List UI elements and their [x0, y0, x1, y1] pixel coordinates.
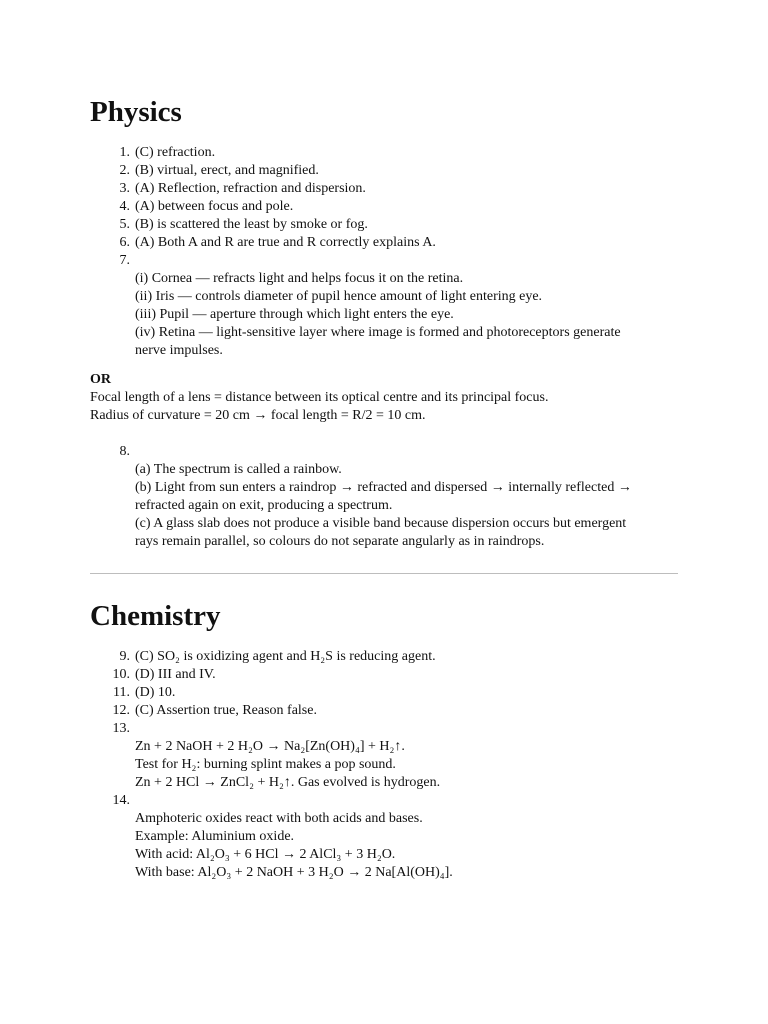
q14-line: With acid: Al₂O₃ + 6 HCl → 2 AlCl₃ + 3 H₂O.: [135, 847, 396, 862]
q8-line: (a) The spectrum is called a rainbow.: [135, 462, 342, 477]
answer-number: 2.: [119, 163, 130, 178]
physics-heading: Physics: [90, 96, 182, 128]
q13-line: Zn + 2 HCl → ZnCl₂ + H₂↑. Gas evolved is hydrogen.: [135, 775, 441, 790]
answer-text: (A) Both A and R are true and R correctly explains A.: [135, 235, 436, 250]
q13-line: Test for H₂: burning splint makes a pop sound.: [135, 757, 396, 772]
q7-line: (i) Cornea — refracts light and helps focus it on the retina.: [135, 271, 464, 286]
q8-line: (b) Light from sun enters a raindrop → refracted and dispersed → internally reflected →: [135, 480, 632, 495]
or-label: OR: [90, 372, 111, 387]
answer-item: [90, 216, 678, 234]
answer-item: [90, 792, 678, 810]
answer-text: (C) refraction.: [135, 145, 216, 160]
answer-text: (B) virtual, erect, and magnified.: [135, 163, 319, 178]
q7-line: nerve impulses.: [135, 343, 223, 358]
answer-number: 12.: [112, 703, 130, 718]
q14-parts: [90, 810, 678, 882]
answer-text: (A) between focus and pole.: [135, 199, 294, 214]
chemistry-heading: Chemistry: [90, 600, 221, 632]
answer-item: [90, 162, 678, 180]
q13-line: Zn + 2 NaOH + 2 H₂O → Na₂[Zn(OH)₄] + H₂↑.: [135, 739, 405, 754]
answer-item: [90, 648, 678, 666]
q7-parts: [90, 270, 678, 360]
or-line: Radius of curvature = 20 cm → focal length = R/2 = 10 cm.: [90, 408, 426, 423]
answer-item: [90, 443, 678, 461]
q8-parts: [90, 461, 678, 551]
answer-text: (D) 10.: [135, 685, 176, 700]
answer-item: [90, 684, 678, 702]
answer-number: 8.: [119, 444, 130, 459]
answer-item: [90, 252, 678, 270]
q14-line: Example: Aluminium oxide.: [135, 829, 295, 844]
answer-item: [90, 198, 678, 216]
answer-number: 13.: [112, 721, 130, 736]
answer-text: (A) Reflection, refraction and dispersion.: [135, 181, 366, 196]
q14-line: Amphoteric oxides react with both acids and bases.: [135, 811, 423, 826]
spacer: [90, 425, 678, 443]
or-line: Focal length of a lens = distance between its optical centre and its principal focus.: [90, 390, 549, 405]
answer-number: 7.: [119, 253, 130, 268]
answer-number: 1.: [119, 145, 130, 160]
q8-line: (c) A glass slab does not produce a visible band because dispersion occurs but emergent: [135, 516, 627, 531]
answer-number: 9.: [119, 649, 130, 664]
physics-answer-list: [90, 144, 678, 270]
q7-line: (iv) Retina — light-sensitive layer where image is formed and photoreceptors generate: [135, 325, 621, 340]
answer-item: [90, 234, 678, 252]
answer-item: [90, 180, 678, 198]
q7-line: (iii) Pupil — aperture through which light enters the eye.: [135, 307, 454, 322]
answer-item: [90, 720, 678, 738]
answer-number: 4.: [119, 199, 130, 214]
answer-item: [90, 144, 678, 162]
section-divider: [90, 573, 678, 574]
answer-item: [90, 702, 678, 720]
q14-line: With base: Al₂O₃ + 2 NaOH + 3 H₂O → 2 Na[Al(OH)₄].: [135, 865, 453, 880]
q13-parts: [90, 738, 678, 792]
answer-item: [90, 666, 678, 684]
q8-line: refracted again on exit, producing a spectrum.: [135, 498, 393, 513]
answer-number: 6.: [119, 235, 130, 250]
answer-number: 14.: [112, 793, 130, 808]
answer-text: (D) III and IV.: [135, 667, 216, 682]
q8-line: rays remain parallel, so colours do not separate angularly as in raindrops.: [135, 534, 545, 549]
q7-line: (ii) Iris — controls diameter of pupil hence amount of light entering eye.: [135, 289, 543, 304]
answer-text: (C) SO₂ is oxidizing agent and H₂S is reducing agent.: [135, 649, 436, 664]
answer-number: 5.: [119, 217, 130, 232]
answer-text: (C) Assertion true, Reason false.: [135, 703, 317, 718]
answer-text: (B) is scattered the least by smoke or fog.: [135, 217, 368, 232]
answer-number: 10.: [112, 667, 130, 682]
answer-number: 11.: [113, 685, 130, 700]
answer-number: 3.: [119, 181, 130, 196]
chemistry-answer-list: [90, 648, 678, 738]
